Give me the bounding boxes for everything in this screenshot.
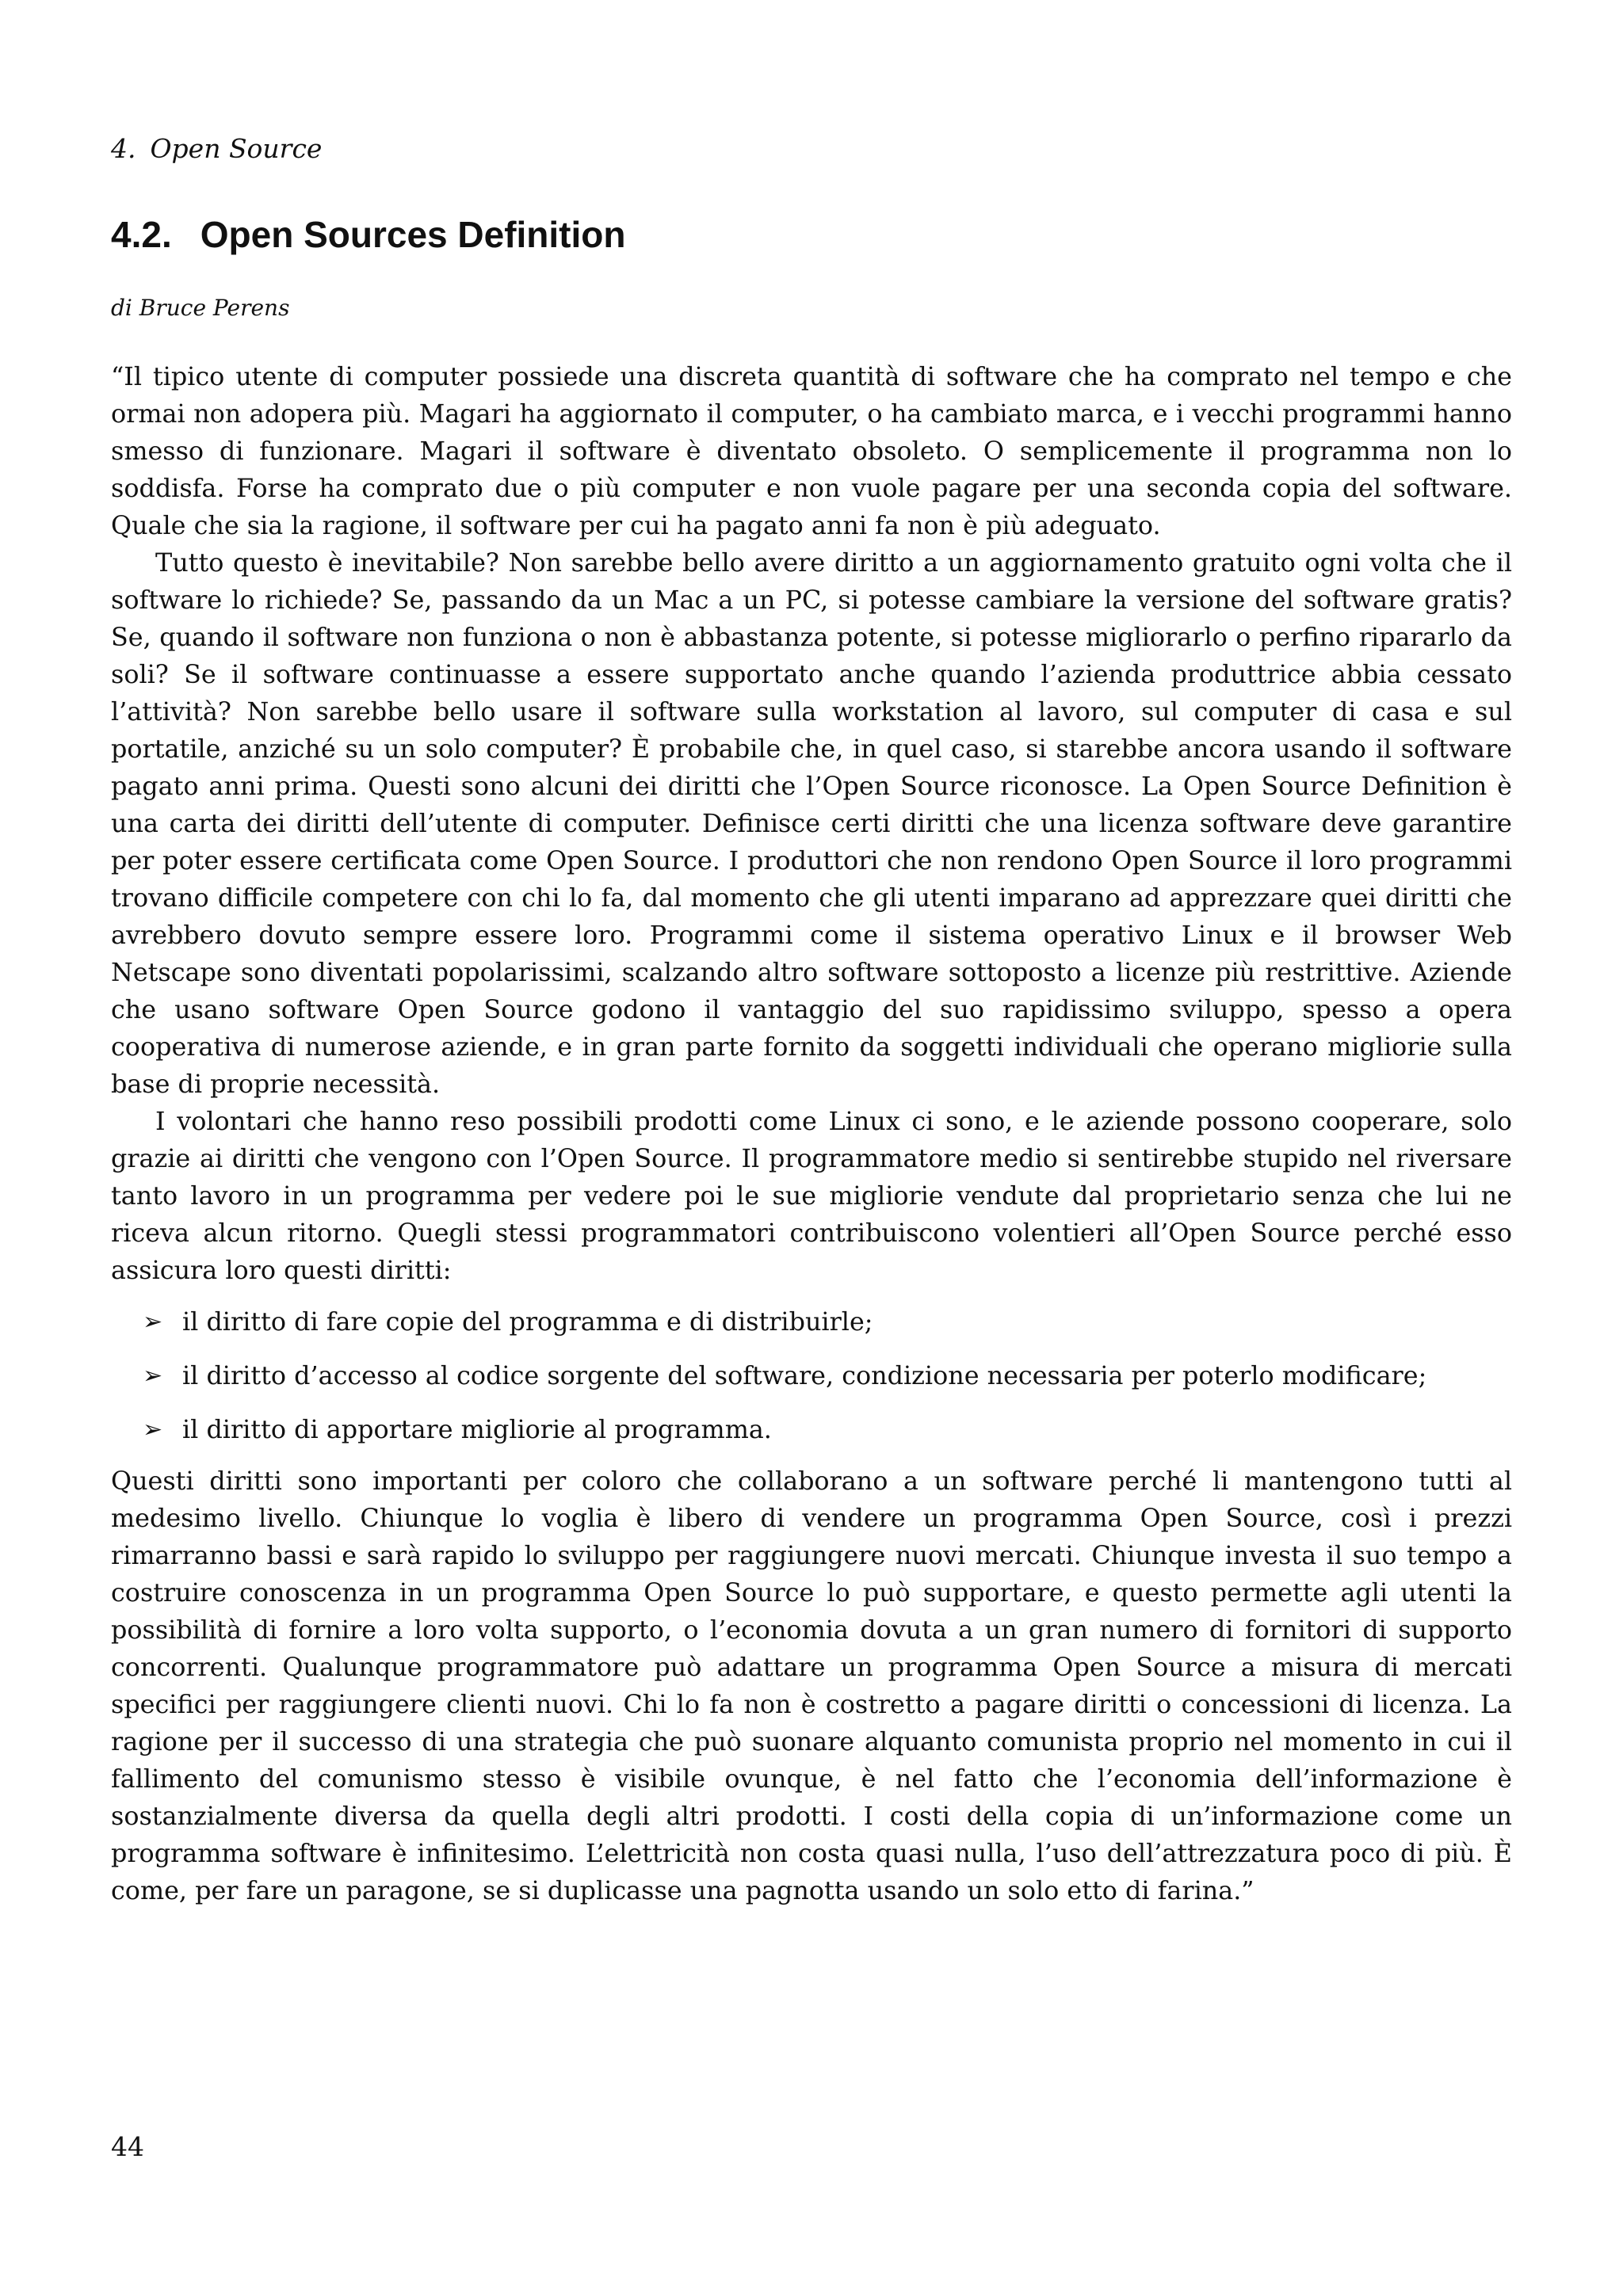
arrow-bullet-icon: ➢ bbox=[143, 1416, 163, 1444]
list-item-text: il diritto di fare copie del programma e di distribuirle; bbox=[182, 1307, 873, 1337]
chapter-title: Open Source bbox=[150, 133, 323, 164]
list-item bbox=[111, 1357, 1512, 1394]
page-number: 44 bbox=[111, 2131, 144, 2162]
rights-list bbox=[111, 1303, 1512, 1448]
list-item bbox=[111, 1411, 1512, 1448]
author-byline: di Bruce Perens bbox=[111, 295, 290, 321]
section-heading bbox=[111, 212, 625, 257]
body-text bbox=[111, 358, 1512, 1909]
list-item-text: il diritto di apportare migliorie al programma. bbox=[182, 1415, 772, 1444]
closing-paragraph: Questi diritti sono importanti per coloro che collaborano a un software perché li mantengono tutti al medesimo livello. Chiunque lo voglia è libero di vendere un programma Open Source, così i prezzi rimarranno bassi e sarà rapido lo sviluppo per raggiungere nuovi mercati. Chiunque investa il suo tempo a costruire conoscenza in un programma Open Source lo può supportare, e questo permette agli utenti la possibilità di fornire a loro volta supporto, o l’economia dovuta a un gran numero di fornitori di supporto concorrenti. Qualunque programmatore può adattare un programma Open Source a misura di mercati specifici per raggiungere clienti nuovi. Chi lo fa non è costretto a pagare diritti o concessioni di licenza. La ragione per il successo di una strategia che può suonare alquanto comunista proprio nel momento in cui il fallimento del comunismo stesso è visibile ovunque, è nel fatto che l’economia dell’informazione è sostanzialmente diversa da quella degli altri prodotti. I costi della copia di un’informazione come un programma software è infinitesimo. L’elettricità non costa quasi nulla, l’uso dell’attrezzatura poco di più. È come, per fare un paragone, se si duplicasse una pagnotta usando un solo etto di farina.” bbox=[111, 1466, 1512, 1905]
chapter-number: 4. bbox=[111, 133, 136, 164]
paragraph: “Il tipico utente di computer possiede una discreta quantità di software che ha comprato nel tempo e che ormai non adopera più. Magari ha aggiornato il computer, o ha cambiato marca, e i vecchi programmi hanno smesso di funzionare. Magari il software è diventato obsoleto. O semplicemente il programma non lo soddisfa. Forse ha comprato due o più computer e non vuole pagare per una seconda copia del software. Quale che sia la ragione, il software per cui ha pagato anni fa non è più adeguato. bbox=[111, 362, 1512, 540]
list-item bbox=[111, 1303, 1512, 1341]
paragraph: Tutto questo è inevitabile? Non sarebbe bello avere diritto a un aggiornamento gratuito ogni volta che il software lo richiede? Se, passando da un Mac a un PC, si potesse cambiare la versione del software gratis? Se, quando il software non funziona o non è abbastanza potente, si potesse migliorarlo o perfino ripararlo da soli? Se il software continuasse a essere supportato anche quando l’azienda produttrice abbia cessato l’attività? Non sarebbe bello usare il software sulla workstation al lavoro, sul computer di casa e sul portatile, anziché su un solo computer? È probabile che, in quel caso, si starebbe ancora usando il software pagato anni prima. Questi sono alcuni dei diritti che l’Open Source riconosce. La Open Source Definition è una carta dei diritti dell’utente di computer. Definisce certi diritti che una licenza software deve garantire per poter essere certificata come Open Source. I produttori che non rendono Open Source il loro programmi trovano difficile competere con chi lo fa, dal momento che gli utenti imparano ad apprezzare quei diritti che avrebbero dovuto sempre essere loro. Programmi come il sistema operativo Linux e il browser Web Netscape sono diventati popolarissimi, scalzando altro software sottoposto a licenze più restrittive. Aziende che usano software Open Source godono il vantaggio del suo rapidissimo sviluppo, spesso a opera cooperativa di numerose aziende, e in gran parte fornito da soggetti individuali che operano migliorie sulla base di proprie necessità. bbox=[111, 548, 1512, 1099]
arrow-bullet-icon: ➢ bbox=[143, 1362, 163, 1390]
paragraph: I volontari che hanno reso possibili prodotti come Linux ci sono, e le aziende possono cooperare, solo grazie ai diritti che vengono con l’Open Source. Il programmatore medio si sentirebbe stupido nel riversare tanto lavoro in un programma per vedere poi le sue migliorie vendute dal proprietario senza che lui ne riceva alcun ritorno. Quegli stessi programmatori contribuiscono volentieri all’Open Source perché esso assicura loro questi diritti: bbox=[111, 1107, 1512, 1285]
section-number: 4.2. bbox=[111, 214, 172, 255]
running-head bbox=[111, 133, 322, 165]
list-item-text: il diritto d’accesso al codice sorgente del software, condizione necessaria per poterlo modificare; bbox=[182, 1361, 1427, 1390]
arrow-bullet-icon: ➢ bbox=[143, 1308, 163, 1336]
section-title: Open Sources Definition bbox=[200, 214, 626, 255]
